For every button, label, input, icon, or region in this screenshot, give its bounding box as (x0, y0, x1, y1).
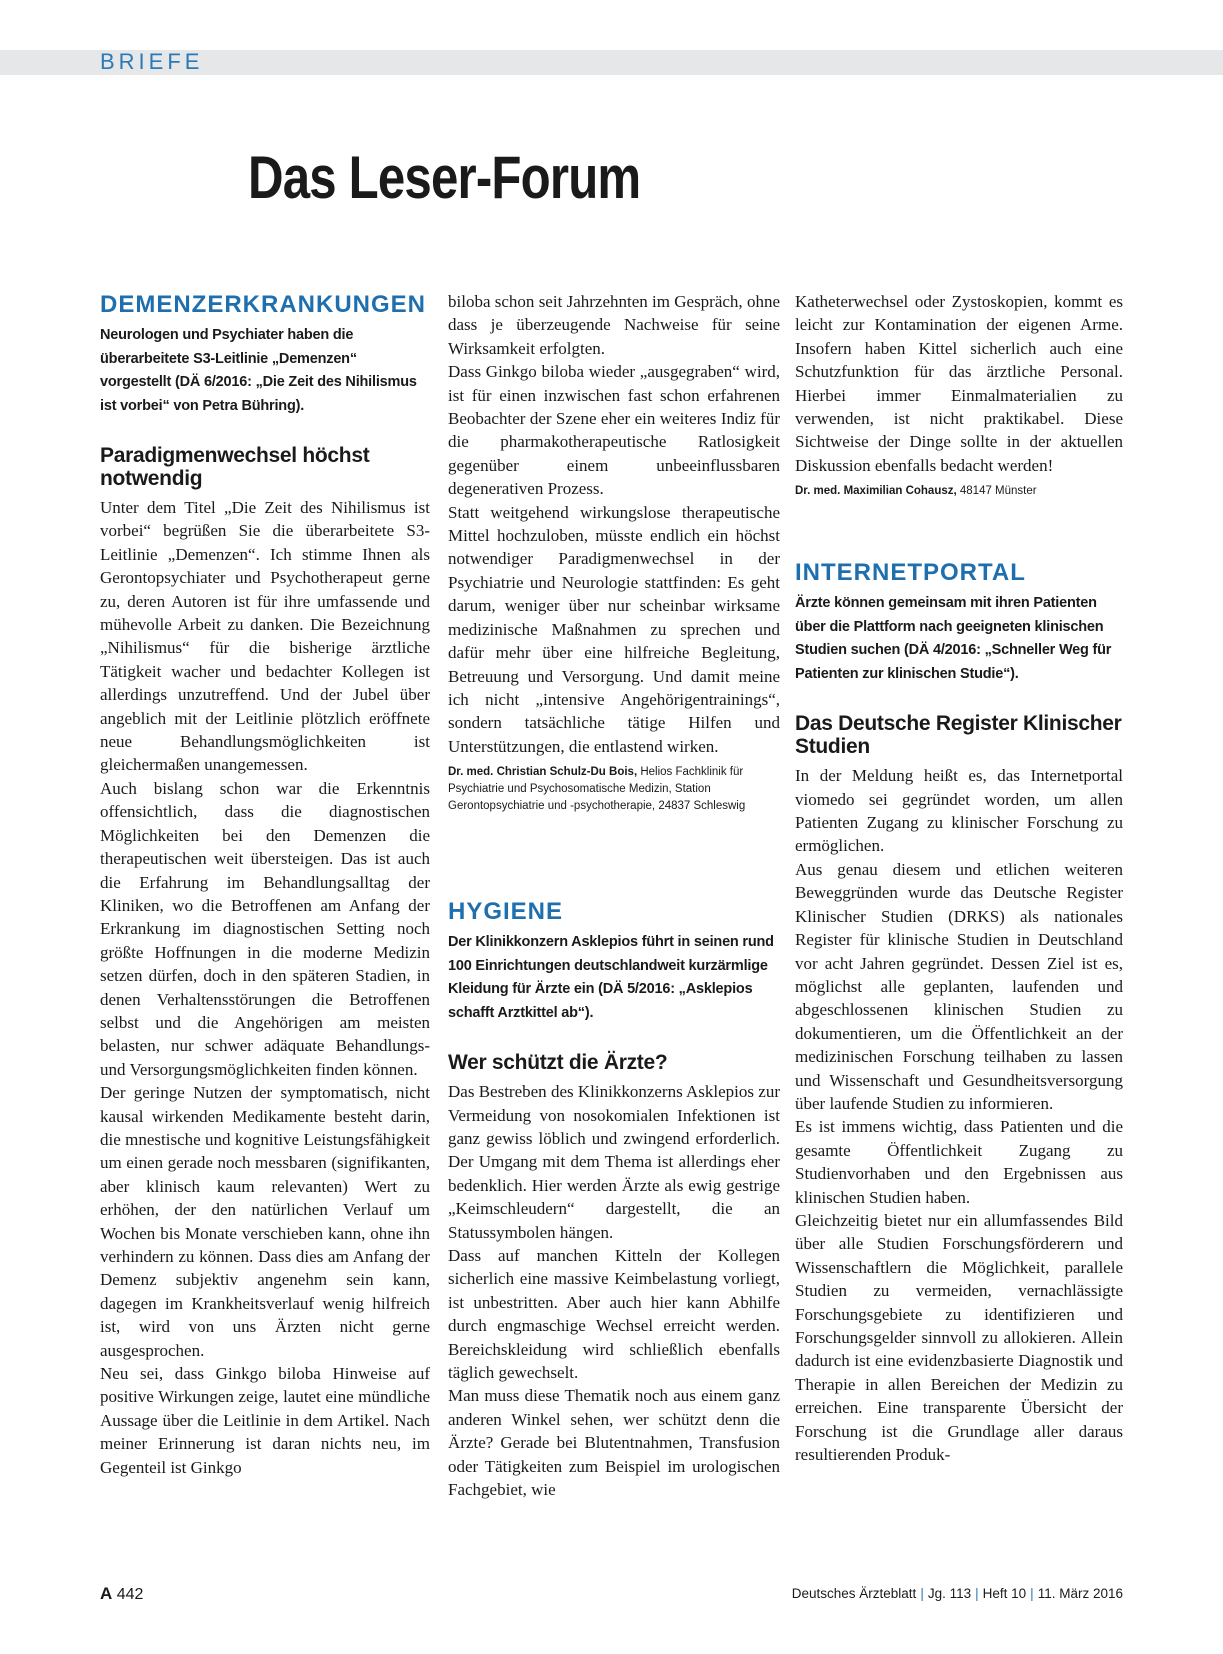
letter-body-2-cont (795, 290, 1123, 477)
paragraph: Statt weitgehend wirkungslose therapeutische Mittel hochzuloben, müsste endlich ein höchst notwendiger Paradigmenwechsel in der Psychiatrie und Neurologie stattfinden: Es geht darum, weniger über nur scheinbar wirksame medizinische Maßnahmen zu sprechen und dafür mehr über eine hilfreiche Begleitung, Betreuung und Versorgung. Und damit meine ich nicht „intensive Angehörigentrainings“, sondern tatsächliche tätige Hilfen und Unterstützungen, die entlastend wirken. (448, 502, 780, 756)
issue: Heft 10 (982, 1586, 1027, 1601)
page-title: Das Leser-Forum (248, 144, 641, 211)
signature-affiliation: 48147 Münster (956, 485, 1037, 498)
headline-wer-schuetzt: Wer schützt die Ärzte? (448, 1051, 668, 1075)
letter-body-1 (100, 496, 430, 1479)
page-number-value: 442 (116, 1586, 144, 1603)
paragraph: Dass Ginkgo biloba wieder „ausgegraben“ wird, ist für einen inzwischen fast schon erfahrenen Beobachter der Szene eher ein weiteres Indiz für die pharmakotherapeutische Ratlosigkeit gegenüber einem unbeeinflussbaren degenerativen Prozess. (448, 362, 780, 499)
paragraph: Katheterwechsel oder Zystoskopien, kommt es leicht zur Kontamination der eigenen Arme. Insofern haben Kittel sicherlich auch eine Schutzfunktion für das ärztliche Personal. Hierbei immer Einmalmaterialien zu verwenden, ist nicht praktikabel. Diese Sichtweise der Dinge sollte in der aktuellen Diskussion ebenfalls bedacht werden! (795, 292, 1123, 475)
column-3 (795, 290, 1123, 1466)
paragraph: Das Bestreben des Klinikkonzerns Asklepios zur Vermeidung von nosokomialen Infektionen ist ganz gewiss löblich und zwingend erforderlich. Der Umgang mit dem Thema ist allerdings eher bedenklich. Hier werden Ärzte als ewig gestrige „Keimschleudern“ dargestellt, die an Statussymbolen hängen. (448, 1082, 780, 1242)
letter-body-3 (795, 764, 1123, 1466)
rubric-hygiene: HYGIENE (448, 898, 564, 926)
letter-body-1-cont (448, 290, 780, 758)
paragraph: In der Meldung heißt es, das Internetportal viomedo sei gegründet worden, um allen Patienten Zugang zu klinischer Forschung zu ermöglichen. (795, 766, 1123, 856)
paragraph: Der geringe Nutzen der symptomatisch, nicht kausal wirkenden Medikamente besteht darin, die mnestische und kognitive Leistungsfähigkeit um einen gerade noch messbaren (signifikanten, aber klinisch kaum relevanten) Wert zu erhöhen, der den natürlichen Verlauf um Wochen bis Monate verschieben kann, ohne ihn verhindern zu können. Dass dies am Anfang der Demenz subjektiv angenehm sein kann, dagegen im Krankheitsverlauf wenig hilfreich ist, wird von uns Ärzten nicht gerne ausgesprochen. (100, 1083, 430, 1360)
rubric-internetportal: INTERNETPORTAL (795, 559, 1026, 587)
paragraph: biloba schon seit Jahrzehnten im Gespräch, ohne dass je überzeugende Nachweise für seine Wirksamkeit erfolgten. (448, 292, 780, 358)
footer-citation (792, 1586, 1123, 1601)
signature-schulz-du-bois (448, 764, 780, 815)
separator: | (975, 1586, 979, 1601)
paragraph: Auch bislang schon war die Erkenntnis offensichtlich, dass die diagnostischen Möglichkeiten bei den Demenzen die therapeutischen weit übersteigen. Das ist auch die Erfahrung im Behandlungsalltag der Kliniken, wo die Betroffenen am Anfang der Erkrankung im diagnostischen Setting noch größte Hoffnungen in die moderne Medizin setzen dürfen, doch in den späteren Stadien, in denen Verhaltensstörungen die Betroffenen selbst und die Angehörigen am meisten belasten, nur schwer adäquate Behandlungs- und Versorgungsmöglichkeiten finden können. (100, 778, 430, 1079)
volume: Jg. 113 (927, 1586, 972, 1601)
page-number (100, 1584, 143, 1604)
section-label: BRIEFE (100, 49, 204, 74)
signature-name: Dr. med. Maximilian Cohausz, (795, 485, 957, 498)
paragraph: Aus genau diesem und etlichen weiteren Beweggründen wurde das Deutsche Register Klinischer Studien (DRKS) als nationales Register für klinische Studien in Deutschland vor acht Jahren gegründet. Dessen Ziel ist es, möglichst alle geplanten, laufenden und abgeschlossenen klinischen Studien zu dokumentieren, um die Öffentlichkeit an der medizinischen Forschung teilhaben zu lassen und Wissenschaft und Gesundheitsversorgung über laufende Studien zu informieren. (795, 859, 1123, 1113)
letter-body-2 (448, 1080, 780, 1501)
paragraph: Man muss diese Thematik noch aus einem ganz anderen Winkel sehen, wer schützt denn die Ärzte? Gerade bei Blutentnahmen, Transfusion oder Tätigkeiten zum Beispiel im urologischen Fachgebiet, wie (448, 1386, 780, 1500)
paragraph: Neu sei, dass Ginkgo biloba Hinweise auf positive Wirkungen zeige, lautet eine mündliche Aussage über die Leitlinie in dem Artikel. Nach meiner Erinnerung ist daran nichts neu, im Gegenteil ist Ginkgo (100, 1364, 430, 1477)
separator: | (920, 1586, 924, 1601)
headline-paradigmenwechsel: Paradigmenwechsel höchst notwendig (100, 444, 370, 490)
column-2 (448, 290, 780, 1501)
page-prefix: A (100, 1584, 113, 1603)
paragraph: Gleichzeitig bietet nur ein allumfassendes Bild über alle Studien Forschungsförderern und Wissenschaftlern die Möglichkeit, parallele Studien zu vermeiden, vernachlässigte Forschungsgebiete zu identifizieren und Forschungsgelder sinnvoll zu allokieren. Allein dadurch ist eine evidenzbasierte Diagnostik und Therapie in allen Bereichen der Medizin zu erreichen. Eine transparente Übersicht der Forschung ist die Grundlage aller daraus resultierenden Produk- (795, 1210, 1123, 1465)
intro-internetportal: Ärzte können gemeinsam mit ihren Patienten über die Plattform nach geeigneten klinischen Studien suchen (DÄ 4/2016: „Schneller Weg für Patienten zur klinischen Studie“). (795, 595, 1112, 682)
journal-name: Deutsches Ärzteblatt (791, 1586, 917, 1601)
separator: | (1030, 1586, 1034, 1601)
rubric-demenzerkrankungen: DEMENZERKRANKUNGEN (100, 291, 427, 318)
column-1 (100, 290, 430, 1479)
paragraph: Unter dem Titel „Die Zeit des Nihilismus ist vorbei“ begrüßen Sie die überarbeitete S3-Leitlinie „Demenzen“. Ich stimme Ihnen als Gerontopsychiater und Psychotherapeut gerne zu, deren Autoren ist für ihre umfassende und mühevolle Arbeit zu danken. Die Bezeichnung „Nihilismus“ für die bisherige ärztliche Tätigkeit wacher und bedachter Kollegen ist allerdings unzutreffend. Und der Jubel über angeblich mit der Leitlinie plötzlich eröffnete neue Behandlungsmöglichkeiten ist gleichermaßen unangemessen. (100, 498, 430, 775)
intro-hygiene: Der Klinikkonzern Asklepios führt in seinen rund 100 Einrichtungen deutschlandweit kurzärmlige Kleidung für Ärzte ein (DÄ 5/2016: „Asklepios schafft Arztkittel ab“). (448, 934, 774, 1021)
paragraph: Dass auf manchen Kitteln der Kollegen sicherlich eine massive Keimbelastung vorliegt, ist unbestritten. Aber auch hier kann Abhilfe durch engmaschige Wechsel erreicht werden. Bereichskleidung wird schließlich ebenfalls täglich gewechselt. (448, 1245, 780, 1382)
issue-date: 11. März 2016 (1037, 1586, 1123, 1601)
signature-affiliation: Helios Fachklinik für Psychiatrie und Psychosomatische Medizin, Station Gerontopsychiatrie und -psychotherapie, 24837 Schleswig (448, 766, 746, 813)
headline-drks: Das Deutsche Register Klinischer Studien (795, 712, 1122, 759)
signature-name: Dr. med. Christian Schulz-Du Bois, (448, 766, 638, 779)
intro-demenz: Neurologen und Psychiater haben die überarbeitete S3-Leitlinie „Demenzen“ vorgestellt (DÄ 6/2016: „Die Zeit des Nihilismus ist vorbei“ von Petra Bühring). (100, 327, 417, 414)
paragraph: Es ist immens wichtig, dass Patienten und die gesamte Öffentlichkeit Zugang zu Studienvorhaben und den Ergebnissen aus klinischen Studien haben. (795, 1117, 1123, 1207)
signature-cohausz (795, 483, 1123, 500)
